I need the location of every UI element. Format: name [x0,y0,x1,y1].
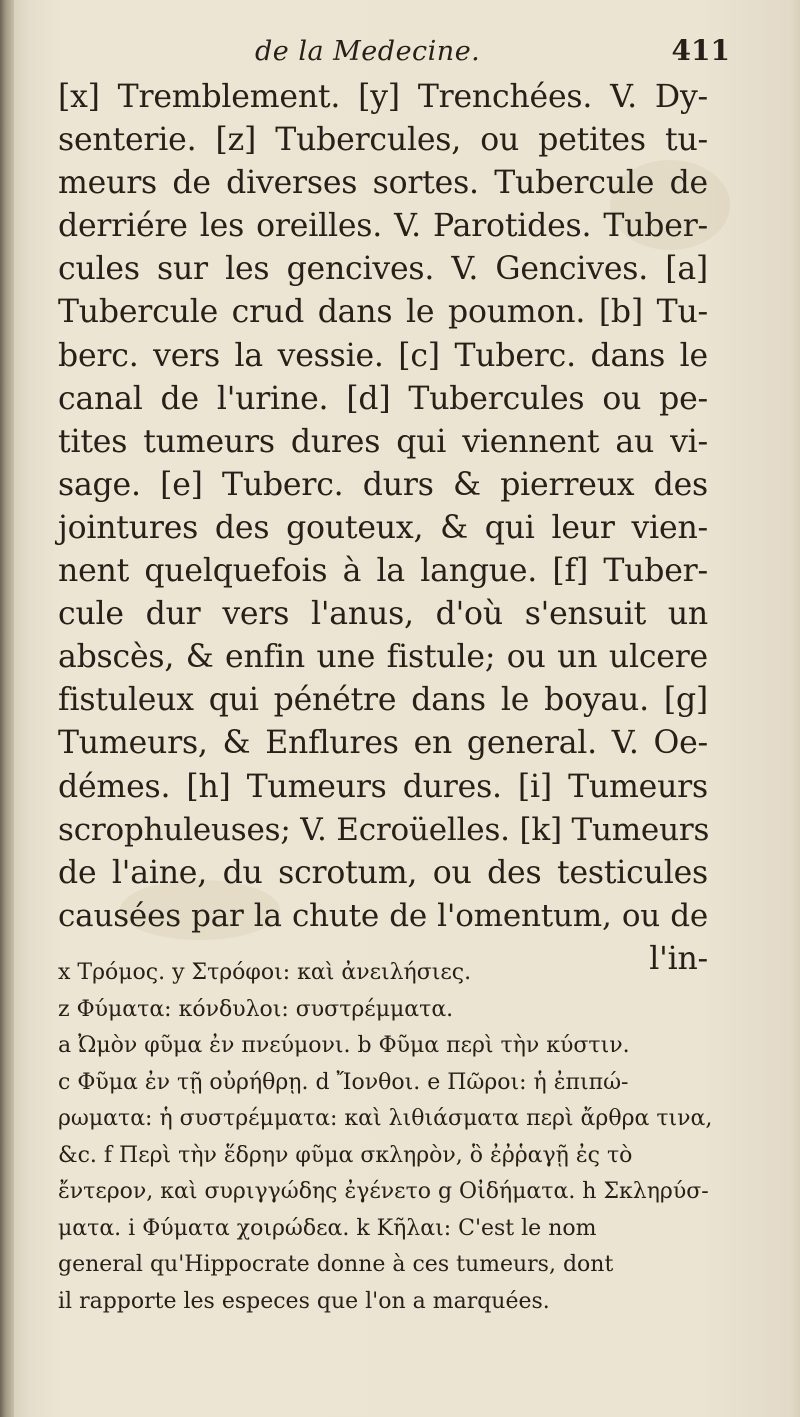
footnote-line: ρωματα: ἡ συστρέμματα: καὶ λιθιάσματα περὶ ἄρθρα τινα, [58,1106,712,1131]
page-number: 411 [671,34,730,67]
footnote-line: &c. f Περὶ τὴν ἕδρην φῦμα σκληρὸν, ὃ ἐῤῥαγῇ ἐς τὸ [58,1142,633,1168]
text-line: causées par la chute de l'omentum, ou de [58,897,708,934]
text-line: jointures des gouteux, & qui leur vien- [58,509,708,546]
footnote-line: z Φύματα: κόνδυλοι: συστρέμματα. [58,996,454,1022]
main-text-block [58,76,708,981]
text-line: nent quelquefois à la langue. [f] Tuber- [58,553,708,590]
text-line: de l'aine, du scrotum, ou des testicules [58,854,708,891]
text-line: berc. vers la vessie. [c] Tuberc. dans le [58,337,708,374]
text-line: meurs de diverses sortes. Tubercule de [58,165,708,202]
text-line: derriére les oreilles. V. Parotides. Tuber- [58,208,708,245]
catchword: l'in- [649,940,708,977]
footnote-line: ἔντερον, καὶ συριγγώδης ἐγένετο g Οἰδήματα. h Σκληρύσ- [58,1179,709,1204]
text-line: Tumeurs, & Enflures en general. V. Oe- [58,725,708,762]
footnote-line: c Φῦμα ἐν τῇ οὐρήθρῃ. d Ἴονθοι. e Πῶροι: ἡ ἐπιπώ- [58,1069,629,1095]
footnote-line: x Τρόμος. y Στρόφοι: καὶ ἀνειλήσιες. [58,960,472,985]
text-line: cules sur les gencives. V. Gencives. [a] [58,251,708,288]
text-line: tites tumeurs dures qui viennent au vi- [58,423,708,460]
text-line: abscès, & enfin une fistule; ou un ulcere [58,639,708,676]
footnote-line: ματα. i Φύματα χοιρώδεα. k Κῆλαι: C'est le nom [58,1215,597,1241]
book-binding-edge [0,0,14,1417]
page-header [60,32,770,80]
footnote-line: il rapporte les especes que l'on a marquées. [58,1288,550,1314]
text-line: cule dur vers l'anus, d'où s'ensuit un [58,596,708,633]
text-line: sage. [e] Tuberc. durs & pierreux des [58,466,708,503]
text-line: Tubercule crud dans le poumon. [b] Tu- [58,294,708,331]
text-line: démes. [h] Tumeurs dures. [i] Tumeurs [58,768,708,805]
footnote-line: general qu'Hippocrate donne à ces tumeurs, dont [58,1252,614,1277]
text-line: canal de l'urine. [d] Tubercules ou pe- [58,380,708,417]
running-title: de la Medecine. [255,36,481,67]
footnotes-block [58,955,712,1320]
text-line: [x] Tremblement. [y] Trenchées. V. Dy- [58,79,708,115]
footnote-line: a Ὠμὸν φῦμα ἐν πνεύμονι. b Φῦμα περὶ τὴν κύστιν. [58,1033,630,1058]
text-line: scrophuleuses; V. Ecroüelles. [k] Tumeurs [58,811,710,848]
text-line: senterie. [z] Tubercules, ou petites tu- [58,122,708,159]
text-line: fistuleux qui pénétre dans le boyau. [g] [58,682,708,719]
